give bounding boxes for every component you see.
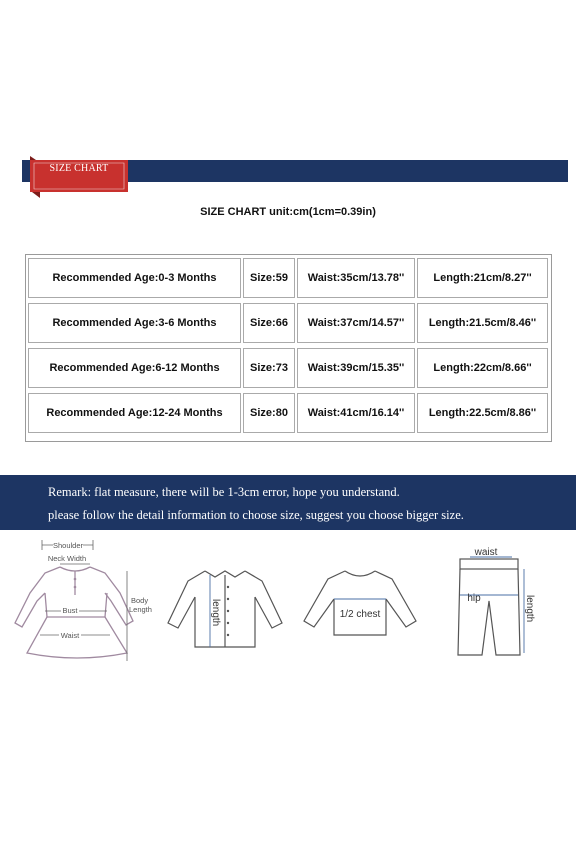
sweater-diagram: [298, 535, 423, 645]
pants-waist-label: waist: [474, 547, 498, 558]
body-length-label: Length: [129, 605, 152, 614]
pants-hip-label: hip: [467, 593, 481, 604]
remark-line-2: please follow the detail information to choose size, suggest you choose bigger size.: [48, 508, 464, 522]
waist-cell: Waist:37cm/14.57'': [297, 303, 415, 343]
pants-diagram: [440, 535, 550, 660]
length-cell: Length:22.5cm/8.86'': [417, 393, 548, 433]
length-cell: Length:21.5cm/8.46'': [417, 303, 548, 343]
length-cell: Length:21cm/8.27'': [417, 258, 548, 298]
neck-width-label: Neck Width: [47, 554, 87, 563]
size-cell: Size:66: [243, 303, 295, 343]
chart-title: SIZE CHART unit:cm(1cm=0.39in): [200, 206, 376, 218]
body-label: Body: [131, 596, 149, 605]
size-table: [25, 254, 552, 442]
dress-diagram: [5, 535, 155, 665]
size-cell: Size:73: [243, 348, 295, 388]
age-cell: Recommended Age:3-6 Months: [28, 303, 241, 343]
bust-label: Bust: [62, 606, 78, 615]
age-cell: Recommended Age:0-3 Months: [28, 258, 241, 298]
pants-length-label: length: [524, 595, 535, 623]
shirt-diagram: [160, 535, 290, 655]
waist-cell: Waist:41cm/16.14'': [297, 393, 415, 433]
shoulder-label: Shoulder: [52, 541, 84, 550]
age-cell: Recommended Age:12-24 Months: [28, 393, 241, 433]
waist-cell: Waist:39cm/15.35'': [297, 348, 415, 388]
remark-banner: [0, 475, 576, 530]
shirt-length-label: length: [210, 599, 221, 627]
size-cell: Size:80: [243, 393, 295, 433]
remark-line-1: Remark: flat measure, there will be 1-3cm error, hope you understand.: [48, 485, 400, 499]
length-cell: Length:22cm/8.66'': [417, 348, 548, 388]
size-cell: Size:59: [243, 258, 295, 298]
age-cell: Recommended Age:6-12 Months: [28, 348, 241, 388]
sweater-chest-label: 1/2 chest: [339, 609, 381, 620]
size-chart-badge: SIZE CHART: [49, 163, 109, 174]
waist-cell: Waist:35cm/13.78'': [297, 258, 415, 298]
waist-label: Waist: [60, 631, 80, 640]
